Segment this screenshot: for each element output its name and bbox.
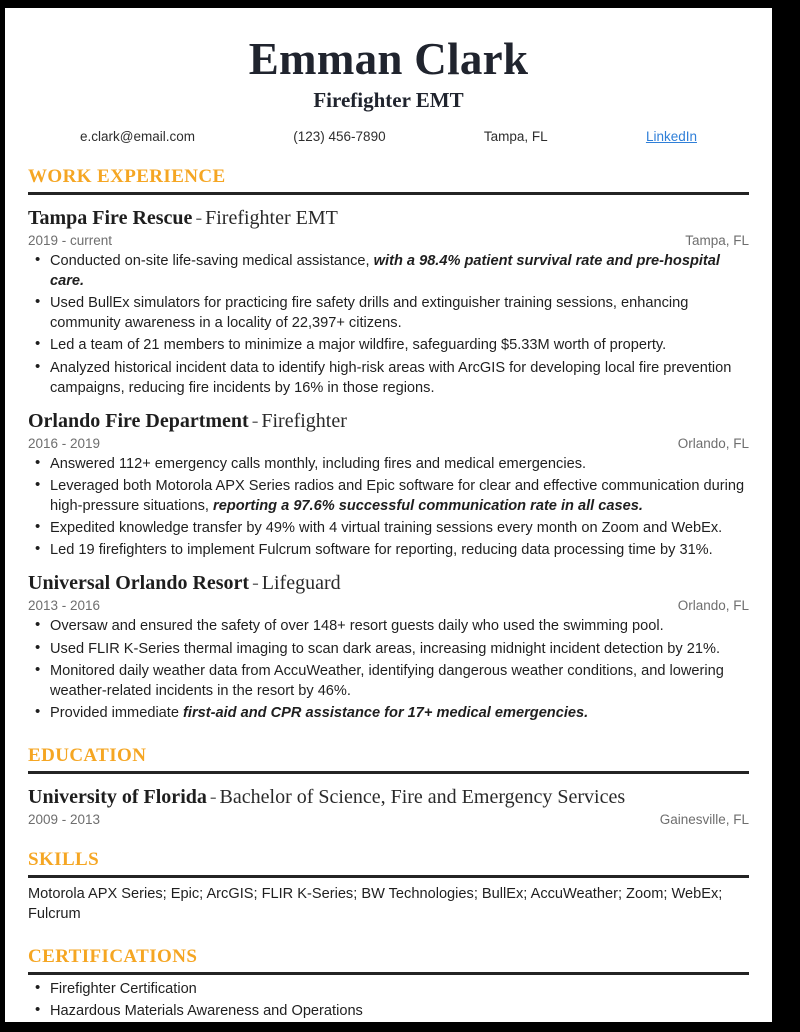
entry-role: Firefighter <box>261 409 347 432</box>
bullet-text: Provided immediate <box>50 704 184 721</box>
entry-role: Lifeguard <box>261 572 341 595</box>
entry-bullet-list <box>28 251 749 398</box>
bullet-item <box>28 703 749 723</box>
bullet-text: Analyzed historical incident data to identify high-risk areas with ArcGIS for developing local fire prevention campaigns, reducing fire incidents by 16% in those regions. <box>50 359 732 396</box>
bullet-text: Led a team of 21 members to minimize a major wildfire, safeguarding $5.33M worth of property. <box>50 337 667 354</box>
bullet-item <box>28 616 749 636</box>
bullet-text: Monitored daily weather data from AccuWeather, identifying dangerous weather conditions, and lowering weather-related incidents in the resort by 46%. <box>50 662 724 699</box>
bullet-text: Hazardous Materials Awareness and Operations <box>50 1003 363 1020</box>
bullet-item <box>28 454 749 474</box>
bullet-item <box>28 540 749 560</box>
contact-linkedin-link[interactable]: LinkedIn <box>645 128 697 144</box>
resume-page <box>5 8 772 1022</box>
section-divider <box>28 771 749 774</box>
skills-list: Motorola APX Series; Epic; ArcGIS; FLIR K-Series; BW Technologies; BullEx; AccuWeather; Zoom; WebEx; Fulcrum <box>28 886 723 923</box>
bullet-item <box>28 518 749 538</box>
bullet-item <box>28 1001 749 1021</box>
entry-role: Firefighter EMT <box>205 206 338 229</box>
bullet-item <box>28 476 749 516</box>
entry-location: Gainesville, FL <box>659 812 749 827</box>
education-entry <box>28 785 749 827</box>
entry-meta <box>28 812 749 827</box>
entry-title-line <box>28 409 749 434</box>
bullet-text: Conducted on-site life-saving medical assistance, <box>50 252 374 269</box>
entry-meta <box>28 598 749 613</box>
contact-location: Tampa, FL <box>483 128 548 144</box>
entry-meta <box>28 436 749 451</box>
contact-row <box>80 129 697 144</box>
page-title: Emman Clark <box>248 34 529 84</box>
section-certifications <box>28 946 749 1021</box>
bullet-text: Oversaw and ensured the safety of over 148+ resort guests daily who used the swimming pool. <box>50 618 664 635</box>
experience-entry <box>28 206 749 398</box>
section-divider <box>28 192 749 195</box>
entry-separator: - <box>209 786 217 808</box>
section-heading-certifications: CERTIFICATIONS <box>28 946 198 968</box>
entry-location: Orlando, FL <box>677 598 749 614</box>
entry-separator: - <box>195 206 203 229</box>
resume-header <box>28 36 749 144</box>
bullet-text: Leveraged both Motorola APX Series radios and Epic software for clear and effective communication during high-pressure situations, <box>50 477 745 514</box>
entry-title-line <box>28 571 749 596</box>
resume-content <box>5 8 772 1022</box>
entry-bullet-list <box>28 454 749 561</box>
entry-organization: University of Florida <box>28 786 207 808</box>
bullet-item <box>28 358 749 398</box>
entry-location: Orlando, FL <box>677 435 749 451</box>
section-education <box>28 745 749 827</box>
bullet-item <box>28 335 749 355</box>
entry-location: Tampa, FL <box>685 232 749 248</box>
entry-degree: Bachelor of Science, Fire and Emergency Services <box>219 786 626 808</box>
entry-separator: - <box>251 409 259 432</box>
section-work-experience <box>28 166 749 723</box>
entry-organization: Orlando Fire Department <box>28 409 249 432</box>
bullet-text: Firefighter Certification <box>50 981 197 998</box>
section-heading-skills: SKILLS <box>28 849 100 870</box>
bullet-emphasis: first-aid and CPR assistance for 17+ medical emergencies. <box>183 704 589 721</box>
section-heading-education: EDUCATION <box>28 745 147 766</box>
experience-entry <box>28 409 749 561</box>
section-divider <box>28 875 749 878</box>
bullet-item <box>28 293 749 333</box>
entry-title-line <box>28 206 749 231</box>
contact-email[interactable]: e.clark@email.com <box>80 128 195 144</box>
entry-organization: Tampa Fire Rescue <box>28 206 193 229</box>
bullet-text: Answered 112+ emergency calls monthly, including fires and medical emergencies. <box>50 455 587 472</box>
entry-dates: 2013 - 2016 <box>28 598 101 614</box>
bullet-item <box>28 251 749 291</box>
entry-title-line <box>28 785 749 810</box>
section-heading-work-experience: WORK EXPERIENCE <box>28 165 226 187</box>
contact-phone[interactable]: (123) 456-7890 <box>293 128 386 144</box>
bullet-emphasis: reporting a 97.6% successful communication rate in all cases. <box>213 498 643 514</box>
experience-entry <box>28 571 749 723</box>
professional-title: Firefighter EMT <box>313 87 464 112</box>
entry-dates: 2009 - 2013 <box>28 812 101 827</box>
certifications-list <box>28 979 749 1021</box>
entry-organization: Universal Orlando Resort <box>28 572 250 595</box>
entry-dates: 2019 - current <box>28 232 113 248</box>
bullet-text: Used BullEx simulators for practicing fire safety drills and extinguisher training sessions, enhancing community awareness in a locality of 22,397+ citizens. <box>50 295 689 332</box>
entry-separator: - <box>252 572 259 595</box>
entry-meta <box>28 233 749 248</box>
entry-dates: 2016 - 2019 <box>28 435 101 451</box>
bullet-emphasis: with a 98.4% patient survival rate and pre-hospital care. <box>50 252 720 289</box>
bullet-text: Expedited knowledge transfer by 49% with 4 virtual training sessions every month on Zoom and WebEx. <box>50 520 723 537</box>
bullet-item <box>28 639 749 659</box>
section-skills <box>28 849 749 924</box>
bullet-item <box>28 661 749 701</box>
entry-bullet-list <box>28 616 749 723</box>
bullet-text: Used FLIR K-Series thermal imaging to scan dark areas, increasing midnight incident detection by 21%. <box>50 640 721 657</box>
bullet-text: Led 19 firefighters to implement Fulcrum software for reporting, reducing data processing time by 31%. <box>50 542 713 559</box>
bullet-item <box>28 979 749 999</box>
section-divider <box>28 972 749 975</box>
